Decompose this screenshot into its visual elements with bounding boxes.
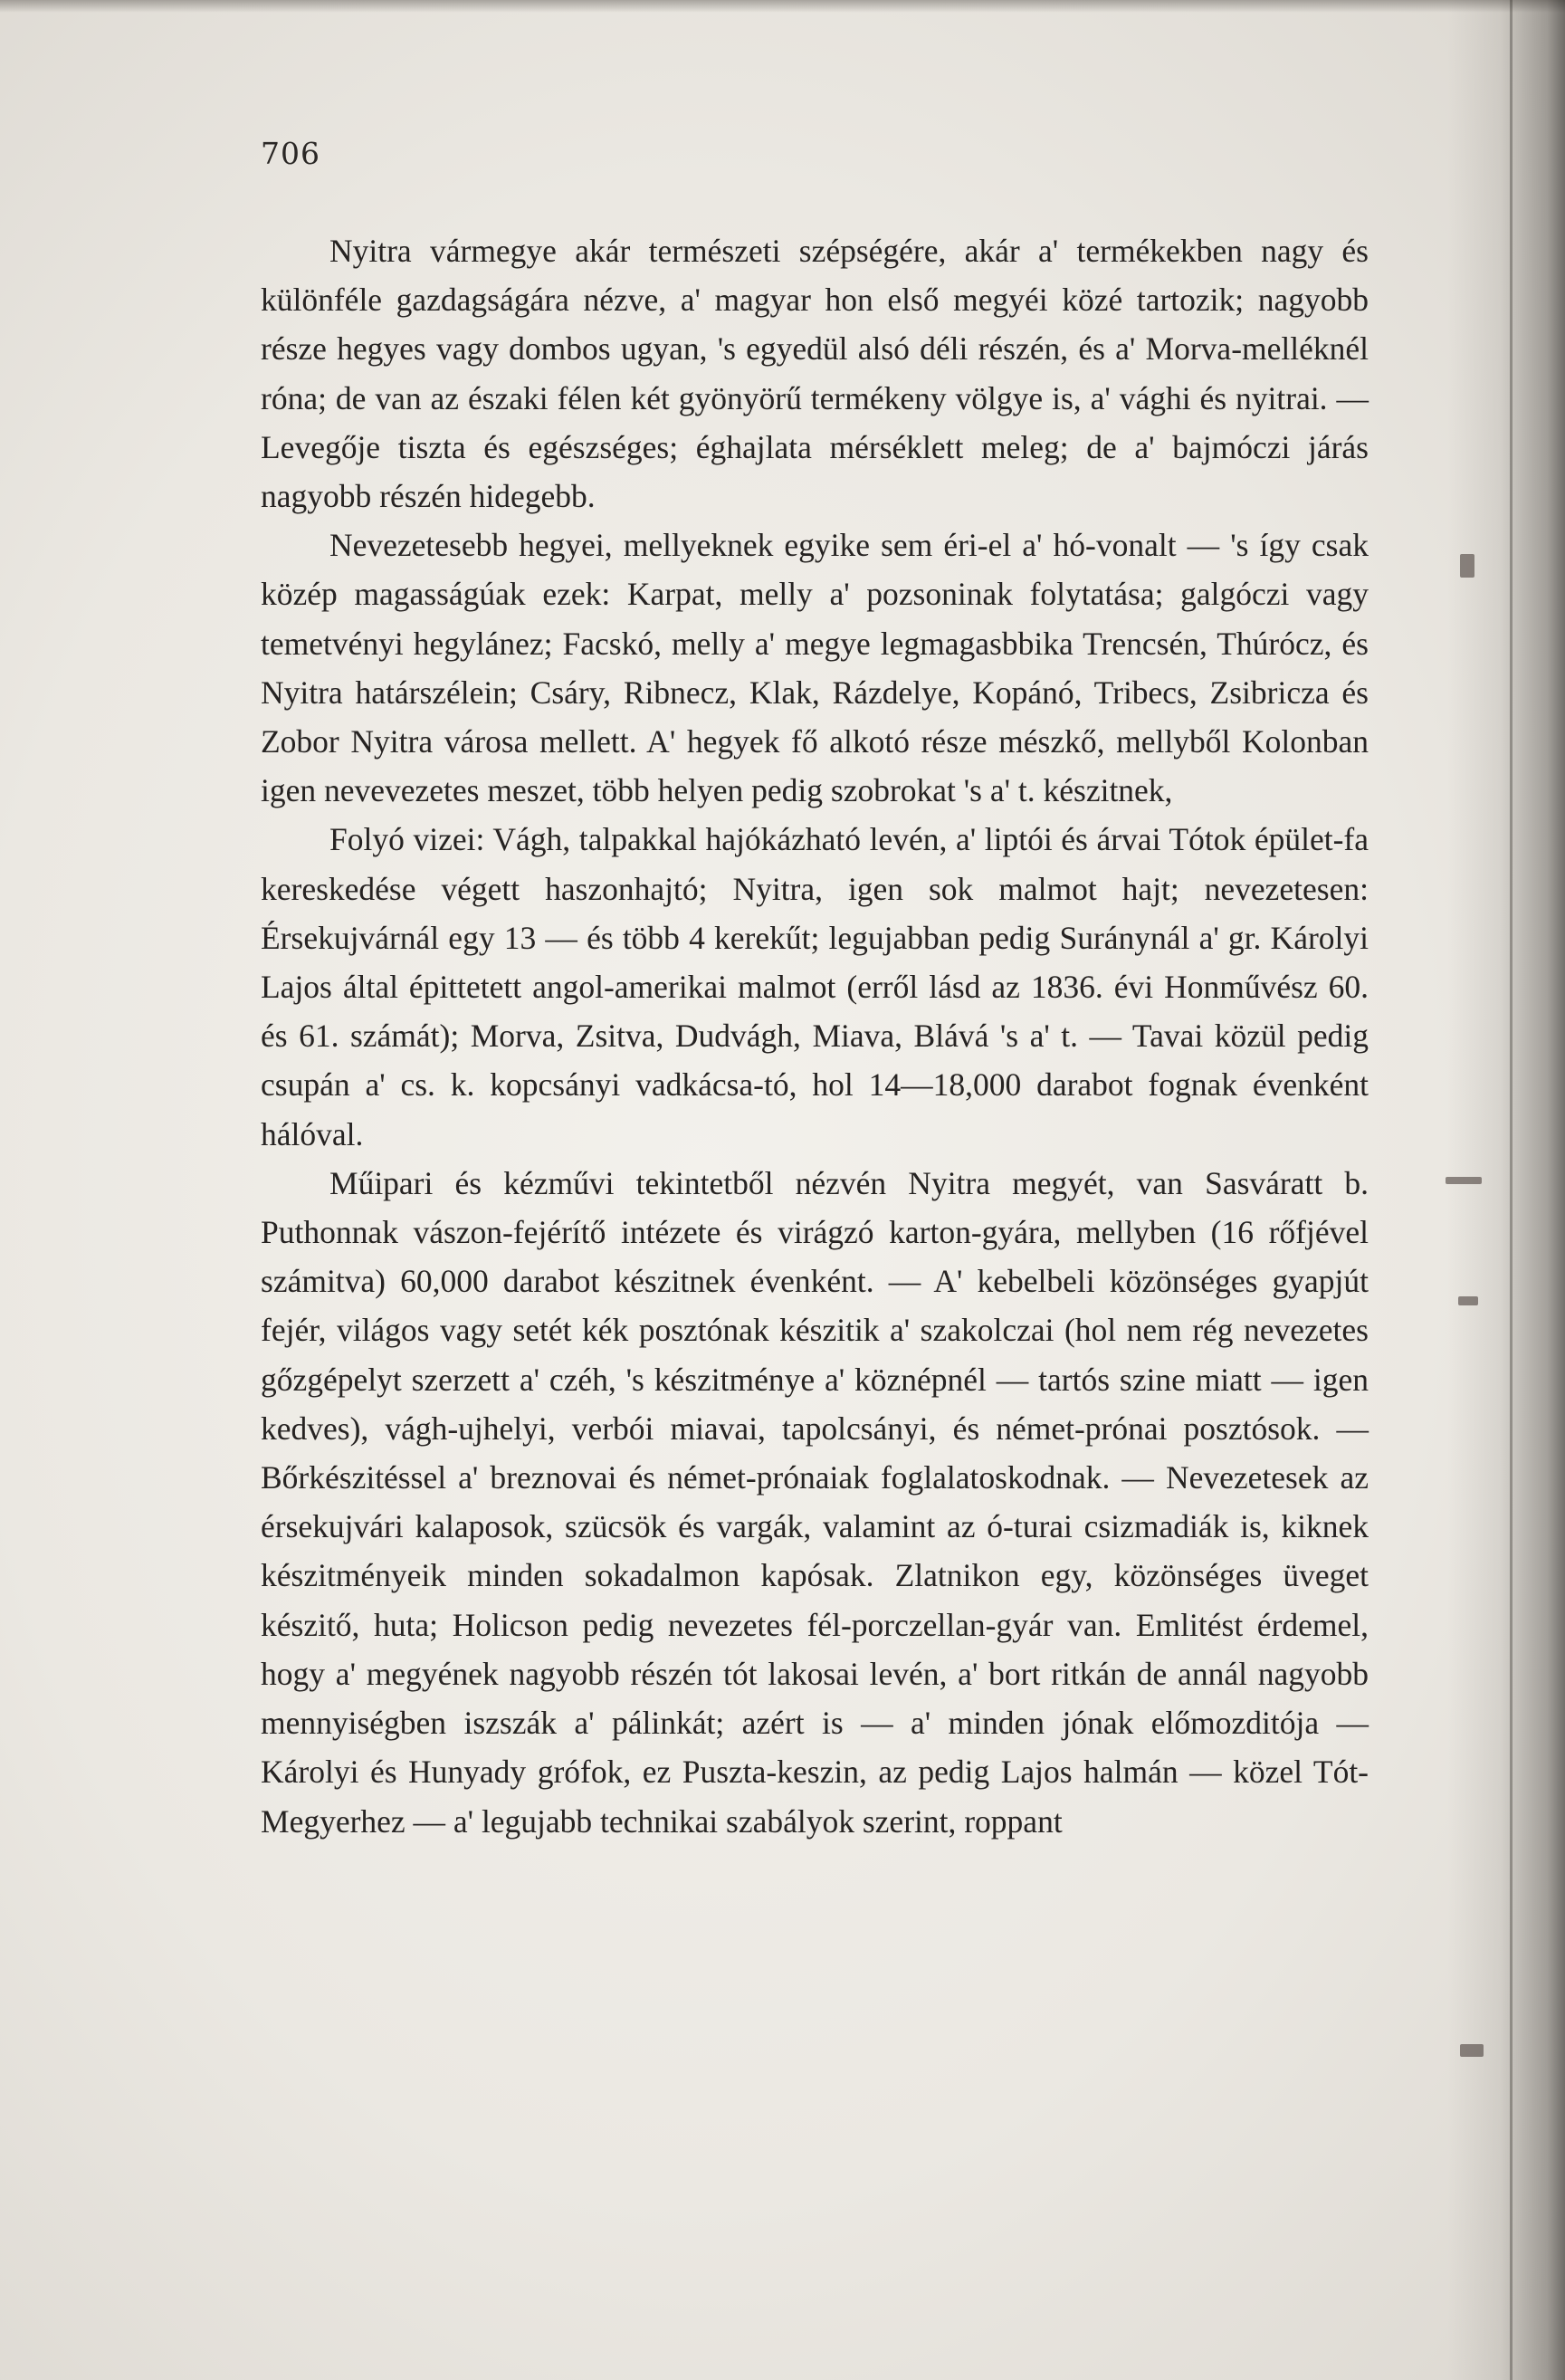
binding-shadow — [1447, 0, 1565, 2380]
ink-bleed-mark — [1446, 1177, 1482, 1184]
ink-bleed-mark — [1460, 2044, 1484, 2057]
paragraph-industry: Műipari és kézművi tekintetből nézvén Nyitra megyét, van Sasváratt b. Puthonnak vászon-fejérítő intézete és virágzó karton-gyára, mellyben (16 rőfjével számitva) 60,000 darabot készitnek évenként. — A' kebelbeli közönséges gyapjút fejér, világos vagy setét kék posztónak készitik a' szakolczai (hol nem rég nevezetes gőzgépelyt szerzett a' czéh, 's készitménye a' köznépnél — tartós szine miatt — igen kedves), vágh-ujhelyi, verbói miavai, tapolcsányi, és német-prónai posztósok. — Bőrkészitéssel a' breznovai és német-prónaiak foglalatoskodnak. — Nevezetesek az érsekujvári kalaposok, szücsök és vargák, valamint az ó-turai csizmadiák is, kiknek készitményeik minden sokadalmon kapósak. Zlatnikon egy, közönséges üveget készitő, huta; Holicson pedig nevezetes fél-porczellan-gyár van. Emlitést érdemel, hogy a' megyének nagyobb részén tót lakosai levén, a' bort ritkán de annál nagyobb mennyiségben iszszák a' pálinkát; azért is — a' minden jónak előmozditója — Károlyi és Hunyady grófok, ez Puszta-keszin, az pedig Lajos halmán — közel Tót-Megyerhez — a' legujabb technikai szabályok szerint, roppant — [261, 1164, 1369, 1840]
paragraph-overview: Nyitra vármegye akár természeti szépségére, akár a' termékekben nagy és különféle gazdagságára nézve, a' magyar hon első megyéi közé tartozik; nagyobb része hegyes vagy dombos ugyan, 's egyedül alsó déli részén, és a' Morva-melléknél róna; de van az északi félen két gyönyörű termékeny völgye is, a' vághi és nyitrai. — Levegője tiszta és egészséges; éghajlata mérséklett meleg; de a' bajmóczi járás nagyobb részén hidegebb. — [261, 233, 1369, 515]
paragraph-rivers: Folyó vizei: Vágh, talpakkal hajókázható levén, a' liptói és árvai Tótok épület-fa kereskedése végett haszonhajtó; Nyitra, igen sok malmot hajt; nevezetesen: Érsekujvárnál egy 13 — és több 4 kerekűt; legujabban pedig Suránynál a' gr. Károlyi Lajos által épittetett angol-amerikai malmot (erről lásd az 1836. évi Honművész 60. és 61. számát); Morva, Zsitva, Dudvágh, Miava, Blává 's a' t. — Tavai közül pedig csupán a' cs. k. kopcsányi vadkácsa-tó, hol 14—18,000 darabot fognak évenként hálóval. — [261, 821, 1369, 1152]
ink-bleed-mark — [1460, 554, 1474, 578]
page-number: 706 — [261, 136, 320, 171]
body-text — [261, 226, 1369, 1846]
paragraph-mountains: Nevezetesebb hegyei, mellyeknek egyike sem éri-el a' hó-vonalt — 's így csak közép magasságúak ezek: Karpat, melly a' pozsoninak folytatása; galgóczi vagy temetvényi hegylánez; Facskó, melly a' megye legmagasbbika Trencsén, Thúrócz, és Nyitra határszélein; Csáry, Ribnecz, Klak, Rázdelye, Kopánó, Tribecs, Zsibricza és Zobor Nyitra városa mellett. A' hegyek fő alkotó része mészkő, mellyből Kolonban igen nevevezetes meszet, több helyen pedig szobrokat 's a' t. készitnek, — [261, 527, 1369, 809]
ink-bleed-mark — [1458, 1296, 1478, 1305]
spine-edge — [1510, 0, 1513, 2380]
page-top-edge — [0, 0, 1565, 13]
